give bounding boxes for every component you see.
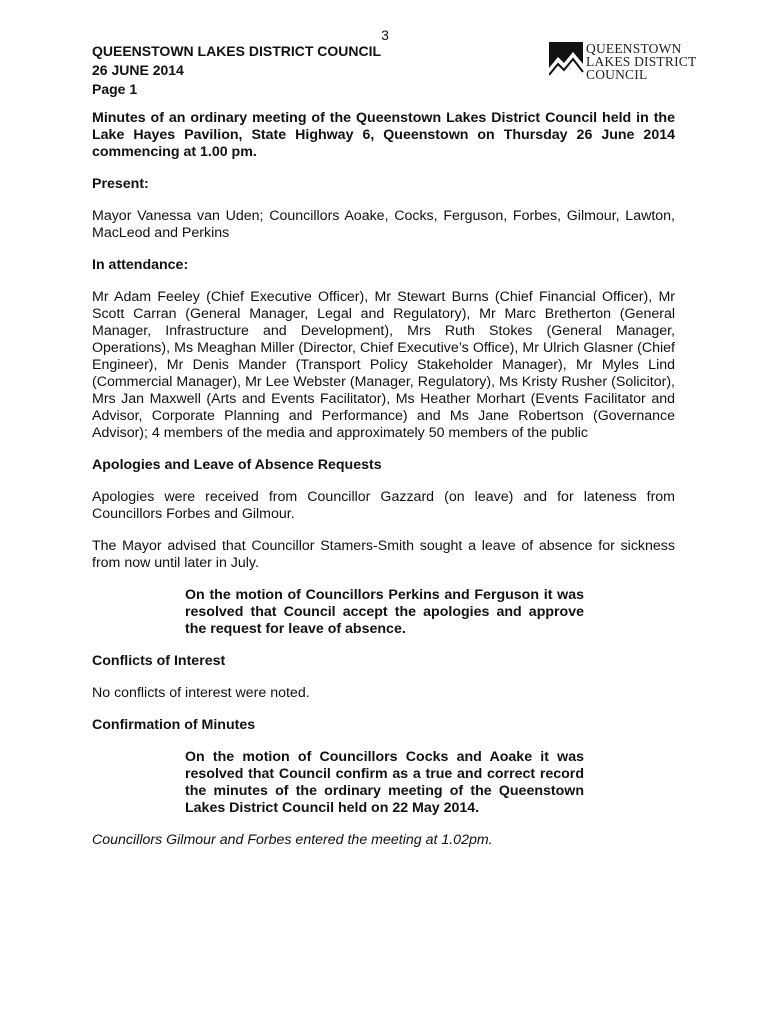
- council-name: QUEENSTOWN LAKES DISTRICT COUNCIL: [92, 43, 382, 59]
- conflicts-text: No conflicts of interest were noted.: [92, 685, 310, 701]
- council-logo: [549, 42, 699, 82]
- attendance-text: Mr Adam Feeley (Chief Executive Officer), Mr Stewart Burns (Chief Financial Officer), Mr Scott Carran (General Manager, Legal and Regulatory), Mr Marc Bretherton (General Manager, Infrastructure and Development), Mrs Ruth Stokes (General Manager, Operations), Ms Meaghan Miller (Director, Chief Executive’s Office), Mr Ulrich Glasner (Chief Engineer), Mr Denis Mander (Transport Policy Stakeholder Manager), Mr Myles Lind (Commercial Manager), Mr Lee Webster (Manager, Regulatory), Ms Kristy Rusher (Solicitor), Mrs Jan Maxwell (Arts and Events Facilitator), Ms Heather Morhart (Events Facilitator and Advisor, Corporate Planning and Performance) and Ms Jane Robertson (Governance Advisor); 4 members of the media and approximately 50 members of the public: [92, 289, 675, 441]
- mountain-logo-icon: [549, 42, 585, 78]
- attendance-heading: In attendance:: [92, 257, 189, 273]
- minutes-resolution: On the motion of Councillors Cocks and Aoake it was resolved that Council confirm as a true and correct record the minutes of the ordinary meeting of the Queenstown Lakes District Council held on 22 May 2014.: [185, 749, 584, 816]
- minutes-body: [92, 110, 675, 864]
- present-text: Mayor Vanessa van Uden; Councillors Aoake, Cocks, Ferguson, Forbes, Gilmour, Lawton, MacLeod and Perkins: [92, 208, 675, 241]
- apologies-text: Apologies were received from Councillor Gazzard (on leave) and for lateness from Councillors Forbes and Gilmour.: [92, 489, 675, 522]
- document-header: [92, 42, 381, 99]
- minutes-heading: Confirmation of Minutes: [92, 717, 256, 733]
- apologies-heading: Apologies and Leave of Absence Requests: [92, 457, 382, 473]
- minutes-title: Minutes of an ordinary meeting of the Queenstown Lakes District Council held in the Lake Hayes Pavilion, State Highway 6, Queenstown on Thursday 26 June 2014 commencing at 1.00 pm.: [92, 110, 675, 160]
- logo-line-3: COUNCIL: [586, 67, 648, 82]
- logo-wordmark: [586, 42, 696, 81]
- page-number: 3: [381, 27, 389, 43]
- conflicts-heading: Conflicts of Interest: [92, 653, 226, 669]
- present-heading: Present:: [92, 176, 149, 192]
- leave-text: The Mayor advised that Councillor Stamers-Smith sought a leave of absence for sickness from now until later in July.: [92, 538, 675, 571]
- logo-line-2: LAKES DISTRICT: [586, 54, 697, 69]
- logo-line-1: QUEENSTOWN: [586, 41, 682, 56]
- arrival-note: Councillors Gilmour and Forbes entered the meeting at 1.02pm.: [92, 832, 493, 848]
- page-label: Page 1: [92, 81, 138, 97]
- apologies-resolution: On the motion of Councillors Perkins and Ferguson it was resolved that Council accept the apologies and approve the request for leave of absence.: [185, 587, 584, 637]
- meeting-date: 26 JUNE 2014: [92, 62, 184, 78]
